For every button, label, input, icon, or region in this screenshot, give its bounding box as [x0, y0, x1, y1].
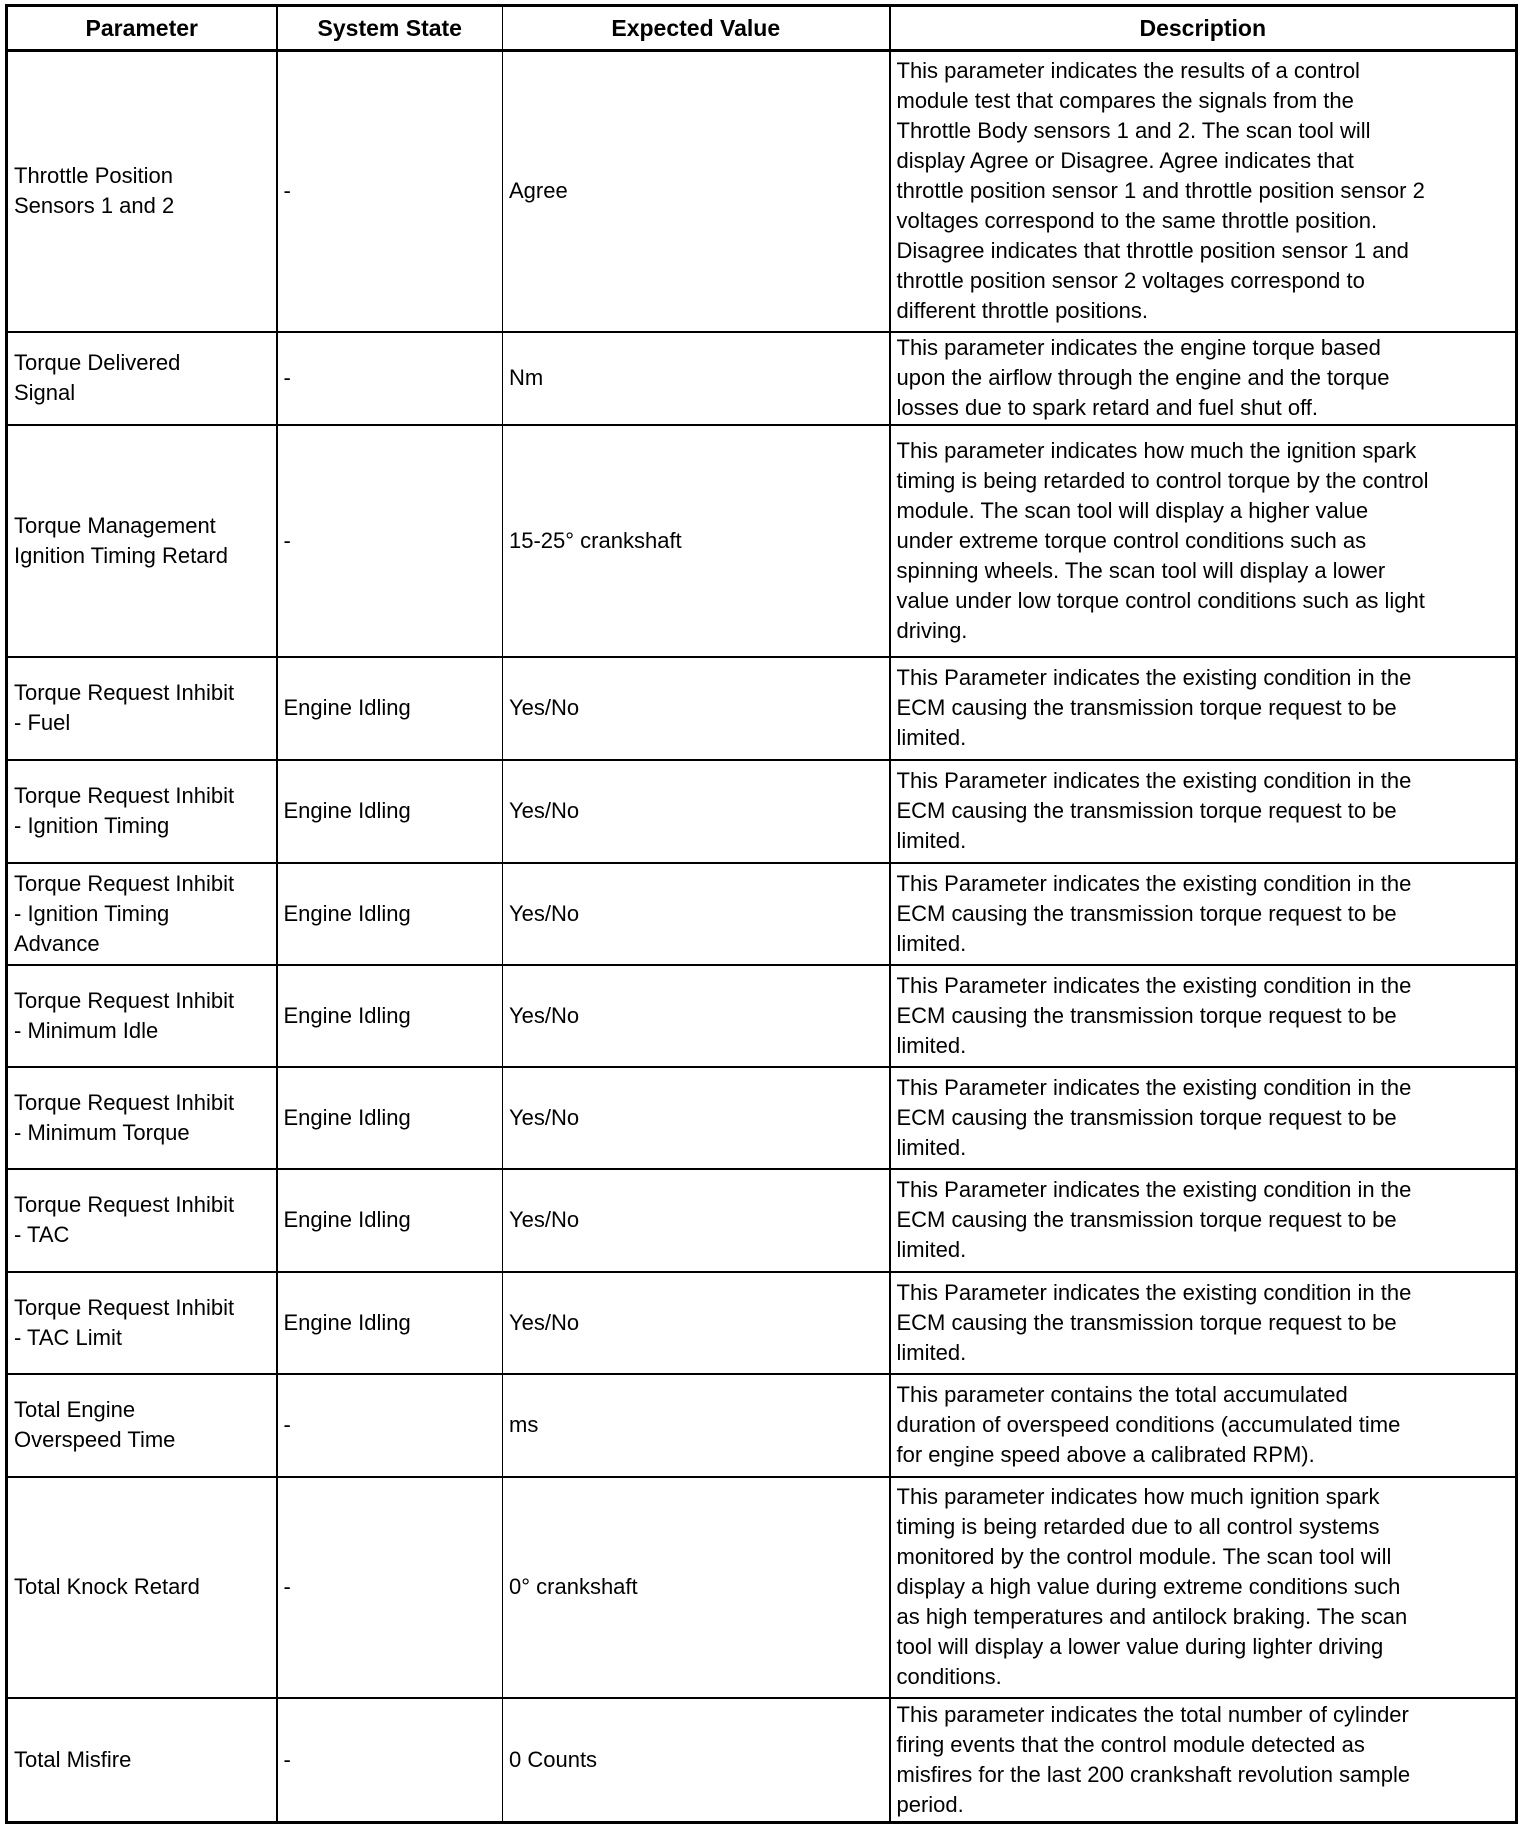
description-line: monitored by the control module. The scan tool will	[896, 1544, 1392, 1569]
cell-system-state: -	[277, 1477, 503, 1698]
cell-system-state: -	[277, 51, 503, 332]
cell-system-state: -	[277, 1374, 503, 1477]
cell-expected-value: Yes/No	[503, 965, 890, 1067]
description-line: limited.	[896, 1032, 967, 1058]
cell-parameter	[7, 332, 277, 425]
description-line: throttle position sensor 2 voltages correspond to	[896, 268, 1365, 294]
description-line: under extreme torque control conditions such as	[896, 527, 1367, 553]
description-line: conditions.	[896, 1664, 1002, 1689]
description-line: firing events that the control module detected as	[896, 1731, 1365, 1757]
parameter-line: - Minimum Torque	[14, 1119, 190, 1145]
cell-description	[890, 1067, 1517, 1169]
table-row	[7, 51, 1517, 332]
description-line: different throttle positions.	[896, 298, 1149, 324]
cell-expected-value: ms	[503, 1374, 890, 1477]
table-row	[7, 965, 1517, 1067]
cell-expected-value: Agree	[503, 51, 890, 332]
cell-parameter	[7, 657, 277, 760]
parameter-line: Torque Request Inhibit	[14, 783, 235, 808]
parameter-line: Torque Management	[14, 512, 216, 538]
description-line: limited.	[896, 1237, 967, 1262]
parameter-table	[5, 4, 1518, 1824]
description-line: This parameter indicates the engine torque based	[896, 335, 1381, 360]
header-parameter: Parameter	[7, 6, 277, 51]
description-line: period.	[896, 1791, 964, 1817]
description-line: timing is being retarded due to all control systems	[896, 1514, 1380, 1539]
description-line: display Agree or Disagree. Agree indicates that	[896, 148, 1354, 174]
table-row	[7, 1374, 1517, 1477]
parameter-line: - Fuel	[14, 710, 71, 735]
cell-parameter	[7, 1272, 277, 1374]
cell-parameter	[7, 1477, 277, 1698]
cell-system-state: -	[277, 425, 503, 657]
cell-expected-value: Yes/No	[503, 657, 890, 760]
cell-description	[890, 863, 1517, 965]
cell-expected-value: 15-25° crankshaft	[503, 425, 890, 657]
description-line: misfires for the last 200 crankshaft revolution sample	[896, 1761, 1411, 1787]
table-body	[7, 51, 1517, 1823]
description-line: This parameter indicates the results of a control	[896, 58, 1360, 84]
table-row	[7, 332, 1517, 425]
description-line: value under low torque control conditions such as light	[896, 587, 1425, 613]
cell-system-state: Engine Idling	[277, 1067, 503, 1169]
parameter-line: Total Knock Retard	[14, 1574, 200, 1599]
cell-description	[890, 1272, 1517, 1374]
cell-parameter	[7, 425, 277, 657]
description-line: display a high value during extreme conditions such	[896, 1574, 1401, 1599]
cell-description	[890, 760, 1517, 863]
table-row	[7, 1698, 1517, 1823]
table-row	[7, 863, 1517, 965]
cell-description	[890, 657, 1517, 760]
description-line: This parameter indicates how much ignition spark	[896, 1484, 1380, 1509]
description-line: losses due to spark retard and fuel shut off.	[896, 395, 1319, 420]
cell-expected-value: 0° crankshaft	[503, 1477, 890, 1698]
description-line: ECM causing the transmission torque request to be	[896, 1207, 1397, 1232]
parameter-line: Torque Delivered	[14, 350, 181, 375]
description-line: driving.	[896, 617, 968, 643]
parameter-line: Torque Request Inhibit	[14, 1192, 235, 1217]
description-line: This parameter contains the total accumulated	[896, 1382, 1348, 1407]
description-line: ECM causing the transmission torque request to be	[896, 798, 1397, 823]
parameter-line: Ignition Timing Retard	[14, 542, 228, 568]
description-line: Disagree indicates that throttle position sensor 1 and	[896, 238, 1409, 264]
description-line: ECM causing the transmission torque request to be	[896, 1002, 1397, 1028]
cell-system-state: Engine Idling	[277, 657, 503, 760]
parameter-line: Signal	[14, 380, 76, 405]
cell-expected-value: Nm	[503, 332, 890, 425]
description-line: This Parameter indicates the existing condition in the	[896, 665, 1412, 690]
parameter-line: Overspeed Time	[14, 1427, 176, 1452]
description-line: as high temperatures and antilock braking. The scan	[896, 1604, 1408, 1629]
description-line: ECM causing the transmission torque request to be	[896, 1104, 1397, 1130]
table-row	[7, 1272, 1517, 1374]
cell-expected-value: Yes/No	[503, 863, 890, 965]
parameter-line: - Ignition Timing	[14, 900, 170, 926]
parameter-line: - Ignition Timing	[14, 813, 170, 838]
description-line: This Parameter indicates the existing condition in the	[896, 1177, 1412, 1202]
description-line: limited.	[896, 725, 967, 750]
description-line: This Parameter indicates the existing condition in the	[896, 870, 1412, 896]
cell-parameter	[7, 51, 277, 332]
description-line: module. The scan tool will display a higher value	[896, 497, 1369, 523]
cell-description	[890, 332, 1517, 425]
parameter-line: Advance	[14, 930, 100, 956]
cell-description	[890, 1477, 1517, 1698]
cell-expected-value: Yes/No	[503, 1272, 890, 1374]
description-line: Throttle Body sensors 1 and 2. The scan tool will	[896, 118, 1371, 144]
cell-parameter	[7, 863, 277, 965]
description-line: limited.	[896, 1339, 967, 1365]
cell-parameter	[7, 1698, 277, 1823]
cell-expected-value: Yes/No	[503, 1067, 890, 1169]
cell-expected-value: Yes/No	[503, 760, 890, 863]
description-line: limited.	[896, 930, 967, 956]
table-row	[7, 760, 1517, 863]
description-line: This Parameter indicates the existing condition in the	[896, 1279, 1412, 1305]
cell-system-state: -	[277, 332, 503, 425]
description-line: upon the airflow through the engine and the torque	[896, 365, 1390, 390]
header-expected-value: Expected Value	[503, 6, 890, 51]
parameter-line: Torque Request Inhibit	[14, 870, 235, 896]
description-line: This Parameter indicates the existing condition in the	[896, 1074, 1412, 1100]
cell-parameter	[7, 760, 277, 863]
description-line: module test that compares the signals from the	[896, 88, 1354, 114]
table-row	[7, 1067, 1517, 1169]
cell-system-state: Engine Idling	[277, 965, 503, 1067]
parameter-line: Total Misfire	[14, 1746, 132, 1772]
parameter-line: - TAC Limit	[14, 1324, 122, 1350]
parameter-line: Torque Request Inhibit	[14, 987, 235, 1013]
parameter-line: Total Engine	[14, 1397, 136, 1422]
cell-parameter	[7, 1067, 277, 1169]
description-line: This Parameter indicates the existing condition in the	[896, 768, 1412, 793]
cell-system-state: Engine Idling	[277, 1169, 503, 1272]
header-row	[7, 6, 1517, 51]
cell-description	[890, 1374, 1517, 1477]
description-line: This parameter indicates how much the ignition spark	[896, 437, 1417, 463]
description-line: This parameter indicates the total number of cylinder	[896, 1701, 1409, 1727]
cell-system-state: -	[277, 1698, 503, 1823]
parameter-line: - Minimum Idle	[14, 1017, 159, 1043]
description-line: limited.	[896, 828, 967, 853]
description-line: ECM causing the transmission torque request to be	[896, 695, 1397, 720]
header-system-state: System State	[277, 6, 503, 51]
cell-parameter	[7, 1374, 277, 1477]
description-line: voltages correspond to the same throttle position.	[896, 208, 1378, 234]
description-line: tool will display a lower value during lighter driving	[896, 1634, 1384, 1659]
cell-expected-value: 0 Counts	[503, 1698, 890, 1823]
description-line: ECM causing the transmission torque request to be	[896, 900, 1397, 926]
cell-parameter	[7, 1169, 277, 1272]
description-line: timing is being retarded to control torque by the control	[896, 467, 1429, 493]
header-description: Description	[890, 6, 1517, 51]
description-line: This Parameter indicates the existing condition in the	[896, 972, 1412, 998]
parameter-line: - TAC	[14, 1222, 70, 1247]
parameter-line: Torque Request Inhibit	[14, 1089, 235, 1115]
parameter-line: Sensors 1 and 2	[14, 193, 175, 219]
table-row	[7, 657, 1517, 760]
cell-system-state: Engine Idling	[277, 1272, 503, 1374]
cell-description	[890, 1698, 1517, 1823]
parameter-line: Torque Request Inhibit	[14, 1294, 235, 1320]
cell-system-state: Engine Idling	[277, 863, 503, 965]
cell-parameter	[7, 965, 277, 1067]
cell-description	[890, 965, 1517, 1067]
description-line: throttle position sensor 1 and throttle position sensor 2	[896, 178, 1425, 204]
cell-expected-value: Yes/No	[503, 1169, 890, 1272]
description-line: duration of overspeed conditions (accumulated time	[896, 1412, 1401, 1437]
description-line: ECM causing the transmission torque request to be	[896, 1309, 1397, 1335]
cell-system-state: Engine Idling	[277, 760, 503, 863]
table-row	[7, 425, 1517, 657]
table-row	[7, 1169, 1517, 1272]
cell-description	[890, 51, 1517, 332]
parameter-line: Throttle Position	[14, 163, 173, 189]
table-row	[7, 1477, 1517, 1698]
description-line: limited.	[896, 1134, 967, 1160]
cell-description	[890, 425, 1517, 657]
description-line: for engine speed above a calibrated RPM).	[896, 1442, 1315, 1467]
parameter-line: Torque Request Inhibit	[14, 680, 235, 705]
description-line: spinning wheels. The scan tool will display a lower	[896, 557, 1386, 583]
cell-description	[890, 1169, 1517, 1272]
